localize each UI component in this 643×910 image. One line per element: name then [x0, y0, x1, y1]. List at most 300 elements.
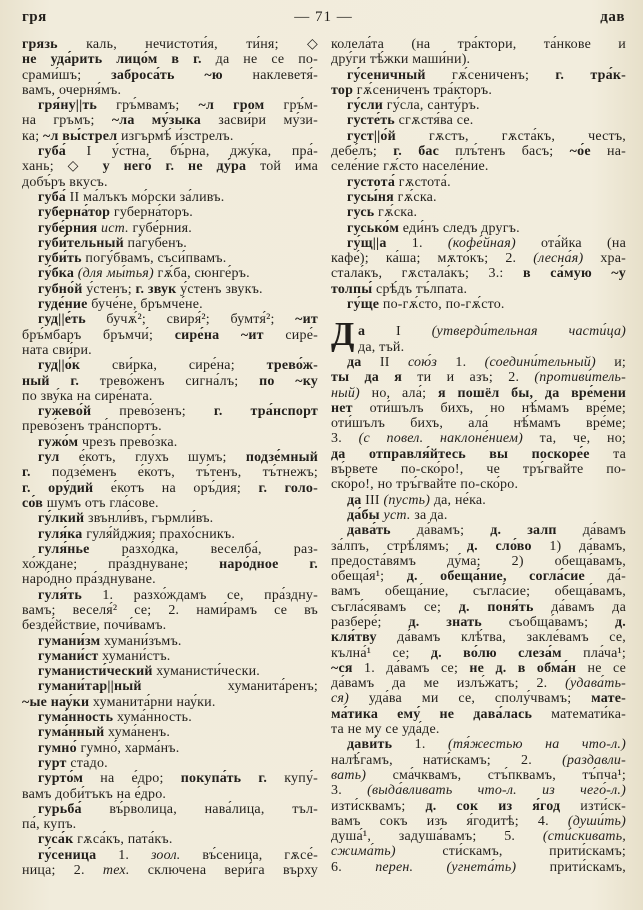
- italic-text: ный): [331, 385, 360, 401]
- dictionary-entry: [22, 282, 318, 297]
- plain-text: гѫстота́.: [395, 174, 451, 190]
- bold-text: дава́ть: [347, 523, 391, 539]
- plain-text: 1.: [436, 354, 485, 370]
- plain-text: добъ́ръ вкусъ.: [22, 174, 108, 190]
- italic-text: (угнета́ть): [446, 859, 517, 875]
- plain-text: да́вамъ клѣ́тва, закле́вамъ се,: [376, 630, 626, 646]
- bold-text: гумани́тар||ный: [38, 679, 142, 695]
- entry-line: [331, 707, 626, 722]
- entry-line: [331, 266, 626, 281]
- bold-text: гужево́й: [38, 404, 92, 420]
- bold-text: грязь: [22, 37, 58, 52]
- plain-text: душа́¹, задуша́вамъ; 5.: [331, 829, 543, 845]
- bold-text: подзе́мный: [245, 450, 318, 466]
- entry-line: [22, 588, 318, 603]
- entry-line: [331, 447, 626, 462]
- italic-text: (выда́вливать что-л. из чего́-л.): [367, 783, 626, 799]
- entry-line: [22, 236, 318, 251]
- entry-line: [22, 848, 318, 863]
- running-head-first-word: гря: [22, 9, 47, 25]
- plain-text: та: [589, 446, 626, 462]
- italic-text: тех.: [102, 863, 130, 879]
- bold-text: д.: [615, 614, 626, 630]
- plain-text: еди́нъ следъ другъ.: [399, 220, 520, 236]
- dictionary-entry: [22, 848, 318, 879]
- plain-text: та не му се уда́де.: [331, 722, 440, 738]
- entry-line: [22, 679, 318, 694]
- plain-text: е́котъ, глухъ шумъ;: [59, 450, 246, 466]
- entry-line: [331, 98, 626, 113]
- bold-text: да отправля́йтесь вы поскоре́е: [331, 446, 590, 462]
- bold-text: д. поня́ть: [458, 599, 534, 615]
- plain-text: вамъ обеща́ние, съгла́сие; обеща́вамъ,: [331, 584, 626, 600]
- dictionary-entry: [331, 221, 626, 236]
- dictionary-entry: [22, 588, 318, 634]
- bold-text: гул: [38, 450, 60, 466]
- entry-line: [22, 741, 318, 756]
- plain-text: стала́къ, гѫстала́къ; 3.:: [331, 266, 523, 282]
- plain-text: изгърмѣ́ и́зстрелъ.: [117, 128, 234, 144]
- dictionary-entry: [22, 37, 318, 98]
- entry-line: [22, 52, 318, 67]
- entry-line: [331, 159, 626, 174]
- plain-text: на-: [590, 144, 626, 160]
- entry-line: [331, 661, 626, 676]
- plain-text: хо́ждане; пра́зднуване;: [22, 557, 220, 573]
- bold-text: мате-: [591, 691, 626, 707]
- bold-text: да́бы: [347, 507, 380, 523]
- italic-text: (утверди́тельная части́ца): [431, 324, 627, 340]
- running-head-last-word: дав: [600, 9, 625, 25]
- plain-text: наро́дно пра́зднуване.: [22, 572, 156, 588]
- entry-line: [22, 129, 318, 144]
- plain-text: и;: [595, 354, 626, 370]
- entry-line: [22, 175, 318, 190]
- plain-text: бръ́мбаръ бръмчи́;: [22, 327, 175, 343]
- plain-text: буче́не, бръмче́не.: [87, 297, 203, 313]
- page-number: — 71 —: [294, 9, 353, 25]
- running-head: [22, 7, 625, 27]
- dictionary-entry: [22, 435, 318, 450]
- entry-line: [331, 691, 626, 706]
- entry-line: [22, 572, 318, 587]
- plain-text: въ́рвете по-ско́ро!, че тръ́гвайте по-: [331, 462, 626, 478]
- bold-text: наро́дное г.: [219, 557, 318, 573]
- bold-text: да: [347, 354, 362, 370]
- entry-line: [331, 554, 626, 569]
- entry-line: [22, 68, 318, 83]
- entry-line: [22, 266, 318, 281]
- bold-text: гума́нность: [38, 710, 114, 726]
- entry-line: [22, 771, 318, 786]
- dictionary-entry: [331, 297, 626, 312]
- plain-text: гѫ́сениченъ;: [425, 67, 556, 83]
- plain-text: но, ала́;: [359, 385, 438, 401]
- italic-text: (соедини́тельный): [484, 354, 596, 370]
- dictionary-entry: [331, 175, 626, 190]
- plain-text: хуманита́ренъ;: [141, 679, 318, 695]
- entry-line: [22, 527, 318, 542]
- bold-text: гурт: [38, 755, 67, 771]
- plain-text: вамъ; веселя́² се; 2. нами́рамъ се въ: [22, 602, 318, 618]
- plain-text: II ма́лъкъ мо́рски за́ливъ.: [65, 189, 225, 205]
- entry-line: [22, 756, 318, 771]
- dictionary-entry: [22, 190, 318, 205]
- entry-line: [22, 618, 318, 633]
- entry-line: [331, 221, 626, 236]
- bold-text: г. бас: [393, 144, 440, 160]
- dictionary-entry: [22, 236, 318, 251]
- dictionary-entry: [22, 312, 318, 358]
- dictionary-entry: [22, 251, 318, 266]
- plain-text: гѫ́ба, сюнге́ръ.: [153, 266, 250, 282]
- bold-text: тор: [331, 82, 354, 98]
- plain-text: 6.: [331, 859, 376, 875]
- plain-text: разбере́;: [331, 614, 409, 630]
- plain-text: хуманисти́чески.: [152, 664, 260, 680]
- plain-text: хумани́зъмъ.: [100, 633, 182, 649]
- plain-text: гумно́, харма́нъ.: [76, 740, 180, 756]
- bold-text: густ||о́й: [347, 128, 396, 144]
- drop-cap-letter: Д: [331, 316, 355, 354]
- plain-text: селе́ние гѫ́сто населе́ние.: [331, 159, 489, 175]
- plain-text: гуля́йджия; прахо́сникъ.: [82, 526, 236, 542]
- dictionary-entry: [22, 771, 318, 802]
- bold-text: д. сок из я́год: [425, 798, 561, 814]
- bold-text: гумно́: [38, 740, 77, 756]
- dictionary-entry: [331, 493, 626, 508]
- entry-line: [22, 328, 318, 343]
- plain-text: па́, купъ.: [22, 817, 77, 833]
- bold-text: д. во́лю слеза́м: [430, 645, 562, 661]
- bold-text: гужо́м: [38, 434, 79, 450]
- dictionary-entry: [22, 832, 318, 847]
- entry-line: [22, 603, 318, 618]
- bold-text: гу́сеничный: [347, 67, 426, 83]
- plain-text: изти́сквамъ;: [331, 798, 426, 814]
- bold-text: гу́бка: [38, 266, 75, 282]
- entry-line: [331, 737, 626, 752]
- plain-text: съгла́сявамъ се;: [331, 599, 459, 615]
- italic-text: (тя́жестью на что-л.): [447, 737, 626, 753]
- plain-text: гѫстъ, гѫста́къ, честъ,: [395, 128, 626, 144]
- plain-text: 3.: [331, 783, 368, 799]
- dictionary-entry: [22, 144, 318, 190]
- entry-line: [331, 282, 626, 297]
- entry-line: [22, 159, 318, 174]
- entry-line: [331, 477, 626, 492]
- italic-text: (души́ть): [567, 813, 626, 829]
- entry-line: [331, 297, 626, 312]
- entry-line: [22, 435, 318, 450]
- entry-line: [331, 462, 626, 477]
- plain-text: каль, нечистоти́я, ти́ня; ◇: [57, 37, 318, 52]
- dictionary-entry: [331, 205, 626, 220]
- plain-text: съобща́вамъ;: [481, 614, 616, 630]
- entry-line: [22, 374, 318, 389]
- plain-text: да́-: [584, 569, 626, 585]
- bold-text: ный г.: [22, 373, 80, 389]
- entry-line: [22, 297, 318, 312]
- plain-text: сви́рка, сире́на;: [80, 358, 267, 374]
- plain-text: сире́-: [263, 327, 318, 343]
- dictionary-entry: [22, 634, 318, 649]
- plain-text: вамъ сокъ изъ я́годитѣ; 4.: [331, 813, 568, 829]
- plain-text: разхо́дка, веселба́, раз-: [89, 541, 318, 557]
- plain-text: гѫ́ска.: [393, 189, 437, 205]
- bold-text: г. звук: [135, 281, 177, 297]
- bold-text: со́в: [22, 495, 44, 511]
- entry-line: [22, 725, 318, 740]
- plain-text: ти и азъ; 2.: [402, 370, 535, 386]
- entry-line: [331, 844, 626, 859]
- plain-text: дру́ги тѣ́жки маши́ни).: [331, 52, 471, 68]
- plain-text: по зву́ка на сире́ната.: [22, 388, 153, 404]
- italic-text: (удава́ть-: [565, 676, 626, 692]
- bold-text: гумани́ст: [38, 648, 99, 664]
- entry-line: [331, 355, 626, 370]
- entry-line: [22, 113, 318, 128]
- bold-text: кля́тву: [331, 630, 377, 646]
- entry-line: [22, 511, 318, 526]
- bold-text: ~ла му́зыка: [111, 113, 201, 129]
- entry-line: [22, 404, 318, 419]
- bold-text: гусь: [347, 205, 375, 221]
- italic-text: сою́з: [407, 354, 437, 370]
- bold-text: д. обеща́ние, согла́сие: [406, 569, 585, 585]
- plain-text: бучѫ́²; свиря́²; бумтя́²;: [85, 312, 296, 328]
- plain-text: да не се по-: [201, 52, 318, 68]
- entry-line: [331, 539, 626, 554]
- bold-text: г. тра́нспорт: [213, 404, 318, 420]
- bold-text: д. залп: [490, 523, 557, 539]
- plain-text: 1.: [386, 235, 448, 251]
- bold-text: губи́ть: [38, 251, 82, 267]
- dictionary-entry: [331, 355, 626, 493]
- entry-line: [331, 783, 626, 798]
- entry-line: [331, 584, 626, 599]
- bold-text: толпы́: [331, 281, 373, 297]
- dictionary-entry: [22, 297, 318, 312]
- entry-line: [22, 190, 318, 205]
- plain-text: за да.: [410, 507, 448, 523]
- entry-line: [22, 664, 318, 679]
- bold-text: г. голо-: [258, 480, 318, 496]
- entry-line: [331, 569, 626, 584]
- bold-text: гу́сеница: [38, 847, 97, 863]
- entry-line: [22, 863, 318, 878]
- entry-line: [22, 389, 318, 404]
- plain-text: на гръмъ;: [22, 113, 112, 129]
- bold-text: ты да я: [331, 370, 403, 386]
- plain-text: да́вамъ;: [390, 523, 491, 539]
- entry-line: [22, 496, 318, 511]
- plain-text: колела́та (на тра́ктори, та́нкове и: [331, 37, 626, 52]
- entry-line: [331, 600, 626, 615]
- plain-text: срами́шъ;: [22, 67, 112, 83]
- italic-text: (пусть): [383, 492, 431, 508]
- bold-text: густота́: [347, 174, 396, 190]
- plain-text: уда́ва ми се, сполу́чвамъ;: [348, 691, 592, 707]
- bold-text: гусы́ня: [347, 189, 394, 205]
- entry-line: [22, 787, 318, 802]
- italic-text: ист.: [101, 220, 129, 236]
- italic-text: зоол.: [150, 847, 181, 863]
- dictionary-entry: [22, 404, 318, 435]
- entry-line: [22, 419, 318, 434]
- italic-text: (раздавли-: [562, 752, 626, 768]
- plain-text: подзе́менъ е́котъ, тъ́тенъ, тъ́тнежъ;: [30, 465, 318, 481]
- bold-text: трево́ж-: [266, 358, 318, 374]
- entry-line: [22, 343, 318, 358]
- entry-line: [331, 768, 626, 783]
- bold-text: гу́лкий: [38, 511, 85, 527]
- dictionary-entry: [22, 802, 318, 833]
- right-column: [331, 37, 626, 875]
- plain-text: предоста́вямъ ду́ма; 2) обеща́вамъ,: [331, 553, 626, 569]
- plain-text: ница; 2.: [22, 863, 103, 879]
- plain-text: I: [365, 324, 432, 340]
- plain-text: оти́шълъ бихъ, но нѣ́мамъ вре́ме;: [352, 400, 626, 416]
- entry-line: [331, 493, 626, 508]
- bold-text: гуманисти́ческий: [38, 664, 153, 680]
- plain-text: прити́скамъ,: [516, 859, 626, 875]
- dictionary-entry: [22, 511, 318, 526]
- plain-text: 3.: [331, 431, 359, 447]
- entry-line: [331, 814, 626, 829]
- bold-text: а: [358, 324, 366, 340]
- entry-line: [22, 98, 318, 113]
- bold-text: губа́: [38, 189, 66, 205]
- dictionary-entry: [331, 129, 626, 175]
- entry-line: [331, 630, 626, 645]
- entry-line: [22, 312, 318, 327]
- bold-text: гуде́ние: [38, 297, 88, 313]
- plain-text: губе́рния.: [128, 220, 192, 236]
- entry-line: [22, 542, 318, 557]
- bold-text: гурьба́: [38, 801, 82, 817]
- entry-line: [22, 649, 318, 664]
- plain-text: въ́сеница, гѫсе́-: [180, 847, 318, 863]
- plain-text: на е́дро;: [83, 771, 181, 787]
- entry-line: [331, 144, 626, 159]
- plain-text: 1. разхо́ждамъ се, пра́здну-: [81, 587, 318, 603]
- dictionary-entry: [22, 450, 318, 511]
- plain-text: да, не́ка.: [430, 492, 486, 508]
- bold-text: гурто́м: [38, 771, 84, 787]
- plain-text: сгѫстя́ва се.: [394, 113, 474, 129]
- entry-line: [331, 52, 626, 67]
- bold-text: не д. в обма́н: [469, 660, 577, 676]
- plain-text: хра-: [583, 251, 626, 267]
- dictionary-entry: [331, 316, 627, 355]
- plain-text: кълна́¹ се;: [331, 645, 431, 661]
- plain-text: гѫ́сениченъ тра́кторъ.: [353, 82, 493, 98]
- plain-text: ота́йка (на: [515, 235, 626, 251]
- entry-line: [22, 205, 318, 220]
- plain-text: дебе́лъ;: [331, 144, 394, 160]
- plain-text: гръ́мвамъ;: [97, 98, 199, 114]
- dictionary-entry: [22, 542, 318, 588]
- italic-text: уст.: [383, 507, 411, 523]
- plain-text: не се: [576, 660, 626, 676]
- plain-text: звънли́въ, гърмли́въ.: [84, 511, 214, 527]
- entry-line: [331, 386, 626, 401]
- bold-text: ~л гром: [198, 98, 265, 114]
- plain-text: е́котъ на оръ́дия;: [93, 480, 259, 496]
- plain-text: ка;: [22, 128, 43, 144]
- entry-line: [22, 37, 318, 52]
- plain-text: 1) да́вамъ,: [531, 538, 626, 554]
- entry-line: [22, 144, 318, 159]
- plain-text: оти́шълъ бихъ, ала́ нѣ́мамъ вре́ме;: [331, 416, 626, 432]
- dictionary-entry: [22, 205, 318, 220]
- plain-text: гу́сла, санту́ръ.: [383, 98, 480, 114]
- bold-text: ~о́е: [569, 144, 591, 160]
- bold-text: ~ит: [295, 312, 318, 328]
- plain-text: по-гѫ́сто, по-гѫ́сто.: [379, 297, 505, 313]
- entry-line: [22, 481, 318, 496]
- entry-line: [22, 695, 318, 710]
- plain-text: хуманита́рни нау́ки.: [89, 694, 216, 710]
- plain-text: прево́зенъ тра́нспортъ.: [22, 419, 162, 435]
- bold-text: гума́нный: [38, 725, 105, 741]
- plain-text: да, тъй.: [358, 339, 405, 355]
- dictionary-entry: [22, 527, 318, 542]
- bold-text: гря́ну||ть: [38, 98, 98, 114]
- dictionary-entry: [22, 98, 318, 144]
- dictionary-entry: [331, 508, 626, 523]
- entry-line: [22, 802, 318, 817]
- plain-text: прево́зенъ;: [91, 404, 214, 420]
- plain-text: I у́стна, бъ́рна, джу́ка, пра́-: [65, 144, 318, 160]
- dictionary-entry: [331, 98, 626, 113]
- bold-text: гу́ще: [347, 297, 380, 313]
- bold-text: гусько́м: [347, 220, 400, 236]
- bold-text: губа́: [38, 144, 66, 160]
- plain-text: да́вамъ да ме излъ́жатъ; 2.: [331, 676, 566, 692]
- plain-text: II: [361, 354, 408, 370]
- dictionary-entry: [331, 737, 626, 875]
- bold-text: г. ору́дий: [22, 480, 94, 496]
- plain-text: 1. да́вамъ се;: [352, 660, 470, 676]
- entry-line: [331, 416, 626, 431]
- dictionary-entry: [22, 358, 318, 404]
- dictionary-entry: [22, 664, 318, 679]
- bold-text: дави́ть: [347, 737, 393, 753]
- bold-text: д. сло́во: [466, 538, 532, 554]
- bold-text: гуля́ть: [38, 587, 82, 603]
- bold-text: гумани́зм: [38, 633, 101, 649]
- plain-text: гѫ́ска.: [374, 205, 418, 221]
- entry-line: [331, 113, 626, 128]
- plain-text: вамъ, очерня́мъ.: [22, 82, 122, 98]
- bold-text: г. тра́к-: [555, 67, 626, 83]
- plain-text: сключена вери́га върху: [129, 863, 318, 879]
- bold-text: в са́мую ~у: [522, 266, 626, 282]
- plain-text: трево́женъ сигна́лъ;: [79, 373, 260, 389]
- entry-line: [22, 251, 318, 266]
- bold-text: губерна́тор: [38, 205, 111, 221]
- bold-text: губе́рния: [38, 220, 98, 236]
- plain-text: хума́ненъ.: [104, 725, 171, 741]
- dictionary-entry: [331, 68, 626, 99]
- plain-text: гѫса́къ, пата́къ.: [73, 832, 173, 848]
- plain-text: срѣ́дъ тъ́лпата.: [372, 281, 468, 297]
- plain-text: III: [361, 492, 384, 508]
- dictionary-entry: [22, 710, 318, 725]
- entry-line: [22, 83, 318, 98]
